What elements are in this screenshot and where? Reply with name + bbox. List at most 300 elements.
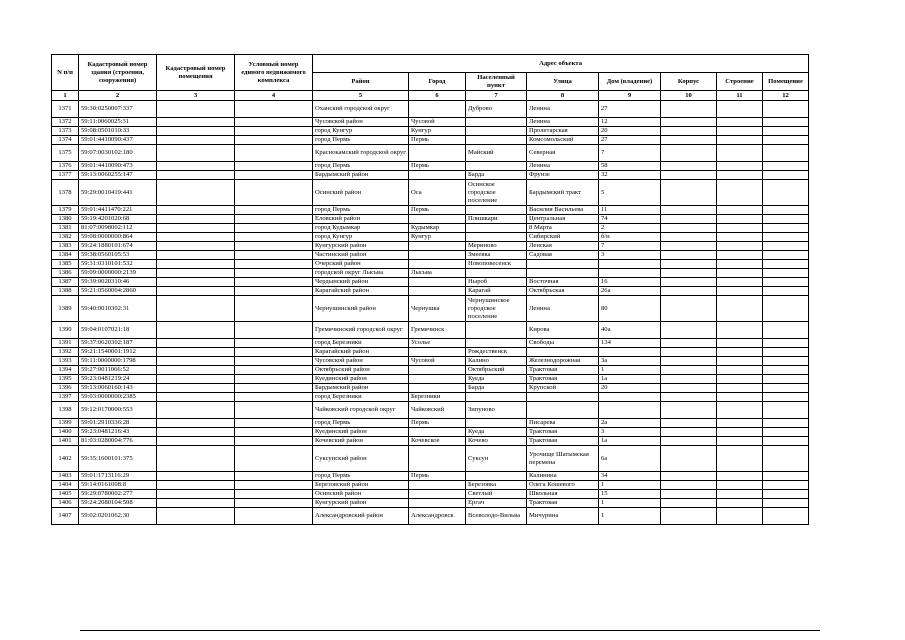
cell-locality: Куеда — [466, 375, 527, 384]
cell-conditional — [235, 339, 313, 348]
header-cadastral: Кадастровый номер здания (строения, сооружения) — [79, 55, 157, 91]
cell-city — [409, 499, 466, 508]
cell-cadastral: 59:23:0481219:24 — [79, 375, 157, 384]
cell-room-cadastral — [157, 348, 235, 357]
cell-stroenie — [717, 269, 763, 278]
cell-city — [409, 348, 466, 357]
cell-cadastral: 59:31:0310101:532 — [79, 260, 157, 269]
cell-city: Кудымкар — [409, 224, 466, 233]
cell-locality — [466, 162, 527, 171]
cell-locality: Куеда — [466, 428, 527, 437]
cell-city: Кунгур — [409, 233, 466, 242]
cell-street: Мичурина — [527, 508, 599, 525]
cell-pomeshchenie — [763, 180, 809, 206]
cell-korpus — [661, 428, 717, 437]
cell-conditional — [235, 357, 313, 366]
cell-pomeshchenie — [763, 269, 809, 278]
col-number: 1 — [52, 91, 79, 101]
cell-room-cadastral — [157, 162, 235, 171]
cell-stroenie — [717, 472, 763, 481]
cell-district: город Березники — [313, 393, 409, 402]
cell-korpus — [661, 437, 717, 446]
cell-street: Школьная — [527, 490, 599, 499]
cell-cadastral: 59:11:0000000:1798 — [79, 357, 157, 366]
cell-num: 1396 — [52, 384, 79, 393]
cell-pomeshchenie — [763, 233, 809, 242]
cell-locality: Барда — [466, 171, 527, 180]
cell-stroenie — [717, 162, 763, 171]
cell-city: Чусовой — [409, 118, 466, 127]
cell-locality: Всеволодо-Вильва — [466, 508, 527, 525]
cell-locality: Новоповесенск — [466, 260, 527, 269]
cell-house: 3 — [599, 428, 661, 437]
cell-district: Частинский район — [313, 251, 409, 260]
cell-house: 20 — [599, 384, 661, 393]
cell-room-cadastral — [157, 145, 235, 162]
table-row — [52, 136, 809, 145]
cell-room-cadastral — [157, 490, 235, 499]
cell-room-cadastral — [157, 419, 235, 428]
cell-pomeshchenie — [763, 357, 809, 366]
cell-city: Березники — [409, 393, 466, 402]
cell-room-cadastral — [157, 180, 235, 206]
cell-locality: Рождественск — [466, 348, 527, 357]
cell-city — [409, 278, 466, 287]
cell-locality — [466, 339, 527, 348]
cell-num: 1382 — [52, 233, 79, 242]
cell-locality: Змеевка — [466, 251, 527, 260]
cell-street: Свободы — [527, 339, 599, 348]
table-row — [52, 251, 809, 260]
cell-stroenie — [717, 278, 763, 287]
cell-district: Очерский район — [313, 260, 409, 269]
cell-korpus — [661, 269, 717, 278]
cell-pomeshchenie — [763, 375, 809, 384]
cell-num: 1394 — [52, 366, 79, 375]
cell-street — [527, 348, 599, 357]
cell-cadastral: 59:35:1600101:375 — [79, 446, 157, 472]
cell-conditional — [235, 472, 313, 481]
cell-city: Чусовой — [409, 357, 466, 366]
table-row — [52, 348, 809, 357]
cell-num: 1384 — [52, 251, 79, 260]
cell-room-cadastral — [157, 446, 235, 472]
cell-locality — [466, 127, 527, 136]
cell-stroenie — [717, 437, 763, 446]
cell-conditional — [235, 402, 313, 419]
cell-locality — [466, 233, 527, 242]
cell-stroenie — [717, 490, 763, 499]
cell-locality — [466, 419, 527, 428]
cell-room-cadastral — [157, 375, 235, 384]
cell-city — [409, 215, 466, 224]
cell-city: Чернушка — [409, 296, 466, 322]
cell-street: Трактовая — [527, 366, 599, 375]
cell-num: 1385 — [52, 260, 79, 269]
cell-district: Карагайский район — [313, 348, 409, 357]
cell-district: Еловский район — [313, 215, 409, 224]
header-conditional: Условный номер единого недвижимого комплекса — [235, 55, 313, 91]
cell-pomeshchenie — [763, 260, 809, 269]
cell-conditional — [235, 145, 313, 162]
cell-num: 1402 — [52, 446, 79, 472]
table-row — [52, 375, 809, 384]
table-row — [52, 215, 809, 224]
cell-conditional — [235, 162, 313, 171]
cell-conditional — [235, 233, 313, 242]
cell-korpus — [661, 162, 717, 171]
cell-house: 74 — [599, 215, 661, 224]
cell-pomeshchenie — [763, 287, 809, 296]
cell-house: 27 — [599, 136, 661, 145]
header-num: N п/п — [52, 55, 79, 91]
table-row — [52, 437, 809, 446]
registry-table — [51, 54, 809, 525]
cell-district: Березовский район — [313, 481, 409, 490]
cell-room-cadastral — [157, 322, 235, 339]
cell-pomeshchenie — [763, 136, 809, 145]
cell-district: город Пермь — [313, 419, 409, 428]
cell-korpus — [661, 251, 717, 260]
cell-korpus — [661, 481, 717, 490]
cell-house: 1 — [599, 508, 661, 525]
cell-pomeshchenie — [763, 348, 809, 357]
cell-cadastral: 59:30:0250007:337 — [79, 101, 157, 118]
header-address: Адрес объекта — [313, 55, 809, 73]
cell-num: 1371 — [52, 101, 79, 118]
cell-street: Октябрьская — [527, 287, 599, 296]
cell-street: Ленина — [527, 101, 599, 118]
col-number: 11 — [717, 91, 763, 101]
cell-cadastral: 59:01:4410090:437 — [79, 136, 157, 145]
cell-conditional — [235, 180, 313, 206]
cell-conditional — [235, 260, 313, 269]
cell-korpus — [661, 499, 717, 508]
table-row — [52, 322, 809, 339]
table-row — [52, 162, 809, 171]
cell-stroenie — [717, 171, 763, 180]
cell-stroenie — [717, 233, 763, 242]
cell-korpus — [661, 375, 717, 384]
cell-korpus — [661, 287, 717, 296]
cell-cadastral: 59:24:1880101:674 — [79, 242, 157, 251]
cell-stroenie — [717, 481, 763, 490]
cell-room-cadastral — [157, 339, 235, 348]
table-row — [52, 287, 809, 296]
cell-locality: Майский — [466, 145, 527, 162]
cell-city: Лысьва — [409, 269, 466, 278]
cell-korpus — [661, 206, 717, 215]
cell-korpus — [661, 446, 717, 472]
cell-street: Ленина — [527, 296, 599, 322]
cell-room-cadastral — [157, 508, 235, 525]
cell-cadastral: 59:19:4201020:68 — [79, 215, 157, 224]
cell-street: Ленина — [527, 118, 599, 127]
cell-num: 1398 — [52, 402, 79, 419]
table-row — [52, 233, 809, 242]
cell-stroenie — [717, 260, 763, 269]
cell-cadastral: 59:08:0000000:864 — [79, 233, 157, 242]
cell-city: Усолье — [409, 339, 466, 348]
cell-pomeshchenie — [763, 145, 809, 162]
col-number: 8 — [527, 91, 599, 101]
cell-street: Железнодорожная — [527, 357, 599, 366]
cell-room-cadastral — [157, 251, 235, 260]
cell-house — [599, 260, 661, 269]
cell-cadastral: 59:38:0560105:53 — [79, 251, 157, 260]
cell-city: Пермь — [409, 472, 466, 481]
table-row — [52, 499, 809, 508]
cell-district: Чердынский район — [313, 278, 409, 287]
cell-num: 1373 — [52, 127, 79, 136]
cell-conditional — [235, 206, 313, 215]
cell-stroenie — [717, 145, 763, 162]
cell-conditional — [235, 215, 313, 224]
table-row — [52, 384, 809, 393]
cell-street: Ленина — [527, 162, 599, 171]
cell-room-cadastral — [157, 136, 235, 145]
cell-district: город Пермь — [313, 136, 409, 145]
cell-num: 1389 — [52, 296, 79, 322]
cell-room-cadastral — [157, 296, 235, 322]
cell-room-cadastral — [157, 357, 235, 366]
header-korpus: Корпус — [661, 73, 717, 91]
cell-korpus — [661, 242, 717, 251]
header-locality: Населенный пункт — [466, 73, 527, 91]
cell-cadastral: 59:09:0000000:2139 — [79, 269, 157, 278]
cell-district: Бардымский район — [313, 171, 409, 180]
col-number: 5 — [313, 91, 409, 101]
cell-korpus — [661, 127, 717, 136]
cell-room-cadastral — [157, 384, 235, 393]
cell-city: Пермь — [409, 162, 466, 171]
cell-pomeshchenie — [763, 499, 809, 508]
cell-district: Кунгурский район — [313, 499, 409, 508]
cell-korpus — [661, 215, 717, 224]
cell-city — [409, 251, 466, 260]
cell-locality — [466, 393, 527, 402]
cell-num: 1376 — [52, 162, 79, 171]
cell-house: 3 — [599, 251, 661, 260]
cell-house: б/н — [599, 233, 661, 242]
cell-num: 1372 — [52, 118, 79, 127]
cell-street: Пролетарская — [527, 127, 599, 136]
col-number: 7 — [466, 91, 527, 101]
table-row — [52, 206, 809, 215]
cell-city — [409, 260, 466, 269]
cell-conditional — [235, 384, 313, 393]
cell-city — [409, 481, 466, 490]
col-number: 12 — [763, 91, 809, 101]
cell-pomeshchenie — [763, 490, 809, 499]
cell-city — [409, 171, 466, 180]
cell-locality: Карагай — [466, 287, 527, 296]
cell-stroenie — [717, 296, 763, 322]
cell-house: 1а — [599, 375, 661, 384]
cell-locality — [466, 136, 527, 145]
cell-conditional — [235, 508, 313, 525]
cell-num: 1375 — [52, 145, 79, 162]
cell-cadastral: 59:11:0060025:31 — [79, 118, 157, 127]
cell-street: Восточная — [527, 278, 599, 287]
cell-locality: Березовка — [466, 481, 527, 490]
col-number: 6 — [409, 91, 466, 101]
cell-stroenie — [717, 375, 763, 384]
cell-num: 1407 — [52, 508, 79, 525]
cell-locality: Ныроб — [466, 278, 527, 287]
cell-city — [409, 375, 466, 384]
cell-korpus — [661, 296, 717, 322]
cell-pomeshchenie — [763, 171, 809, 180]
cell-pomeshchenie — [763, 278, 809, 287]
cell-conditional — [235, 242, 313, 251]
cell-room-cadastral — [157, 481, 235, 490]
cell-stroenie — [717, 357, 763, 366]
cell-locality: Барда — [466, 384, 527, 393]
cell-stroenie — [717, 136, 763, 145]
cell-street: Трактовая — [527, 375, 599, 384]
cell-district: город Пермь — [313, 162, 409, 171]
cell-pomeshchenie — [763, 419, 809, 428]
cell-korpus — [661, 171, 717, 180]
cell-conditional — [235, 278, 313, 287]
cell-num: 1399 — [52, 419, 79, 428]
table-row — [52, 224, 809, 233]
cell-street: Писарева — [527, 419, 599, 428]
cell-num: 1400 — [52, 428, 79, 437]
cell-street: Садовая — [527, 251, 599, 260]
cell-district: город Кудымкар — [313, 224, 409, 233]
cell-stroenie — [717, 127, 763, 136]
cell-num: 1378 — [52, 180, 79, 206]
cell-pomeshchenie — [763, 339, 809, 348]
cell-district: город Березники — [313, 339, 409, 348]
cell-conditional — [235, 224, 313, 233]
cell-district: Бардымский район — [313, 384, 409, 393]
cell-locality: Чернушинское городское поселение — [466, 296, 527, 322]
table-row — [52, 490, 809, 499]
cell-conditional — [235, 375, 313, 384]
cell-street: 8 Марта — [527, 224, 599, 233]
cell-street: Бардымский тракт — [527, 180, 599, 206]
cell-cadastral: 59:08:0501010:33 — [79, 127, 157, 136]
cell-room-cadastral — [157, 206, 235, 215]
footer-line — [80, 630, 820, 631]
cell-locality — [466, 118, 527, 127]
cell-pomeshchenie — [763, 118, 809, 127]
cell-street: Кирова — [527, 322, 599, 339]
cell-stroenie — [717, 251, 763, 260]
table-row — [52, 118, 809, 127]
cell-korpus — [661, 180, 717, 206]
cell-locality: Суксун — [466, 446, 527, 472]
cell-korpus — [661, 278, 717, 287]
header-street: Улица — [527, 73, 599, 91]
col-number: 10 — [661, 91, 717, 101]
cell-house — [599, 393, 661, 402]
table-row — [52, 171, 809, 180]
cell-street: Василия Васильева — [527, 206, 599, 215]
cell-conditional — [235, 136, 313, 145]
cell-room-cadastral — [157, 402, 235, 419]
cell-district: Куединский район — [313, 375, 409, 384]
cell-room-cadastral — [157, 242, 235, 251]
cell-korpus — [661, 339, 717, 348]
cell-korpus — [661, 384, 717, 393]
cell-cadastral: 59:13:0060160:143 — [79, 384, 157, 393]
cell-house: 40а — [599, 322, 661, 339]
cell-num: 1405 — [52, 490, 79, 499]
cell-city: Гремячинск — [409, 322, 466, 339]
cell-room-cadastral — [157, 278, 235, 287]
cell-korpus — [661, 136, 717, 145]
cell-korpus — [661, 348, 717, 357]
cell-house: 27 — [599, 101, 661, 118]
header-district: Район — [313, 73, 409, 91]
cell-house: 11 — [599, 206, 661, 215]
cell-locality — [466, 206, 527, 215]
cell-locality: Зипуново — [466, 402, 527, 419]
cell-street: Ленская — [527, 242, 599, 251]
cell-house: 1а — [599, 437, 661, 446]
cell-locality: Октябрьский — [466, 366, 527, 375]
cell-room-cadastral — [157, 437, 235, 446]
cell-district: город Кунгур — [313, 233, 409, 242]
cell-stroenie — [717, 446, 763, 472]
header-stroenie: Строение — [717, 73, 763, 91]
cell-district: городской округ Лысьва — [313, 269, 409, 278]
cell-korpus — [661, 472, 717, 481]
cell-num: 1380 — [52, 215, 79, 224]
cell-district: Суксунский район — [313, 446, 409, 472]
registry-sheet — [51, 54, 809, 525]
table-row — [52, 339, 809, 348]
cell-pomeshchenie — [763, 366, 809, 375]
cell-room-cadastral — [157, 287, 235, 296]
cell-locality: Мериново — [466, 242, 527, 251]
cell-cadastral: 59:01:2910336:28 — [79, 419, 157, 428]
cell-cadastral: 59:24:2080104:508 — [79, 499, 157, 508]
col-number: 3 — [157, 91, 235, 101]
cell-street: Трактовая — [527, 428, 599, 437]
cell-city — [409, 490, 466, 499]
cell-num: 1381 — [52, 224, 79, 233]
col-number: 4 — [235, 91, 313, 101]
header-house: Дом (владение) — [599, 73, 661, 91]
cell-house: 6а — [599, 446, 661, 472]
cell-district: Кунгурский район — [313, 242, 409, 251]
cell-locality — [466, 269, 527, 278]
cell-street: Фрунзе — [527, 171, 599, 180]
cell-city — [409, 145, 466, 162]
cell-korpus — [661, 419, 717, 428]
cell-street: Северная — [527, 145, 599, 162]
cell-house: 34 — [599, 472, 661, 481]
cell-district: Куединский район — [313, 428, 409, 437]
cell-district: Краснокамский городской округ — [313, 145, 409, 162]
cell-locality: Дуброво — [466, 101, 527, 118]
cell-cadastral: 59:14:0161008:8 — [79, 481, 157, 490]
cell-num: 1406 — [52, 499, 79, 508]
cell-stroenie — [717, 499, 763, 508]
table-row — [52, 428, 809, 437]
cell-pomeshchenie — [763, 224, 809, 233]
cell-num: 1403 — [52, 472, 79, 481]
cell-cadastral: 59:01:1713116:29 — [79, 472, 157, 481]
cell-conditional — [235, 481, 313, 490]
cell-room-cadastral — [157, 260, 235, 269]
cell-cadastral: 59:07:0030102:180 — [79, 145, 157, 162]
